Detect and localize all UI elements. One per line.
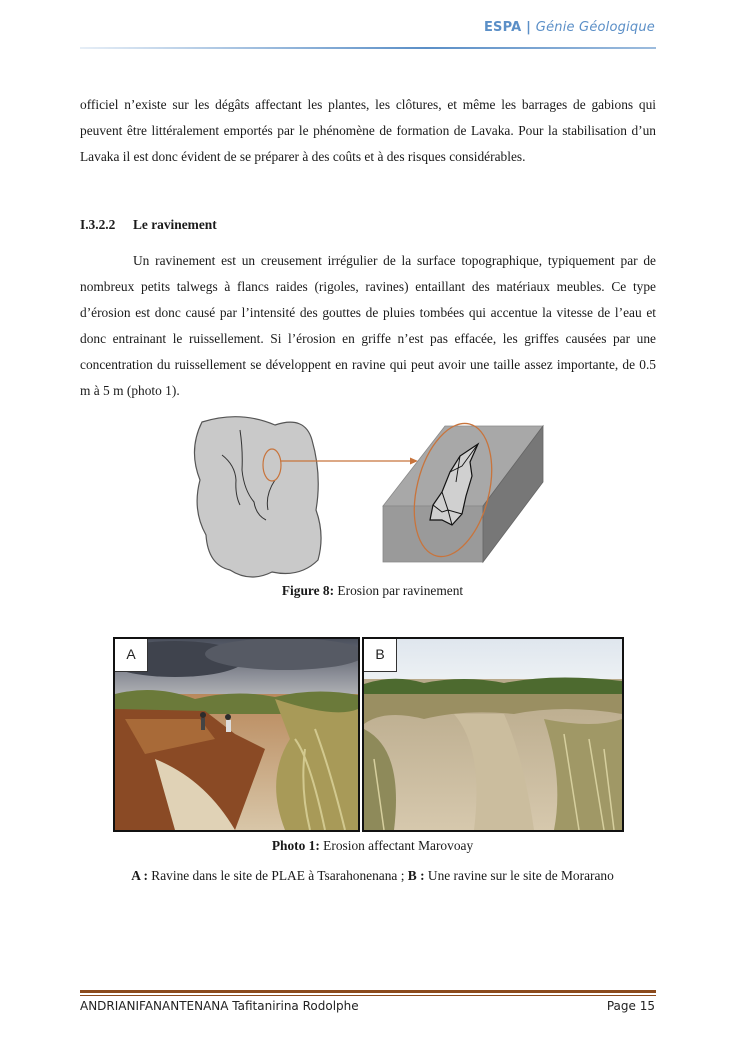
section-title: Le ravinement (133, 217, 217, 232)
footer-rule-thick (80, 990, 656, 993)
legend-b-key: B : (407, 868, 425, 883)
header-org: ESPA (483, 20, 522, 35)
photo-a (113, 637, 360, 832)
page-header (484, 20, 655, 35)
photo-text: Erosion affectant Marovoay (319, 838, 474, 853)
photo-label: Photo 1: (271, 838, 320, 853)
figure-caption (0, 583, 745, 599)
page-number: Page 15 (606, 999, 655, 1013)
figure-label: Figure 8: (281, 583, 335, 598)
photo-b-label: B (364, 639, 397, 672)
photo-a-label: A (115, 639, 148, 672)
section-number: I.3.2.2 (80, 217, 116, 232)
header-separator: | (521, 20, 536, 35)
figure-text: Erosion par ravinement (334, 583, 464, 598)
legend-a-key: A : (131, 868, 148, 883)
legend-a-text: Ravine dans le site de PLAE à Tsarahonenana ; (147, 868, 408, 883)
header-rule (80, 47, 656, 49)
header-dept: Génie Géologique (535, 20, 655, 35)
footer-rule-thin (80, 995, 656, 996)
erosion-diagram (180, 410, 560, 585)
photo-b (362, 637, 624, 832)
footer-author: ANDRIANIFANANTENANA Tafitanirina Rodolphe (80, 999, 359, 1013)
section-heading (80, 217, 217, 233)
photo-b-scene (364, 639, 622, 830)
land-patch (194, 417, 321, 577)
legend-b-text: Une ravine sur le site de Morarano (424, 868, 614, 883)
paragraph-ravinement: Un ravinement est un creusement irrégulier de la surface topographique, typiquement par de nombreux petits talwegs à flancs raides (rigoles, ravines) entaillant des matériaux meubles. Ce type d’érosion est donc causé par l’intensité des gouttes de pluies tombées qui accentue la vitesse de l’eau et donc entrainant le ruissellement. Si l’érosion en griffe n’est pas effacée, les griffes causées par une concentration du ruissellement se développent en ravine qui peut avoir une taille assez importante, de 0.5 m à 5 m (photo 1). (80, 253, 656, 398)
photo-a-scene (115, 639, 358, 830)
photo-legend (0, 868, 745, 884)
paragraph-lavaka: officiel n’existe sur les dégâts affectant les plantes, les clôtures, et même les barrages de gabions qui peuvent être littéralement emportés par le phénomène de formation de Lavaka. Pour la stabilisation d’un Lavaka il est donc évident de se préparer à des coûts et à des risques considérables. (80, 97, 656, 164)
photo-caption (0, 838, 745, 854)
